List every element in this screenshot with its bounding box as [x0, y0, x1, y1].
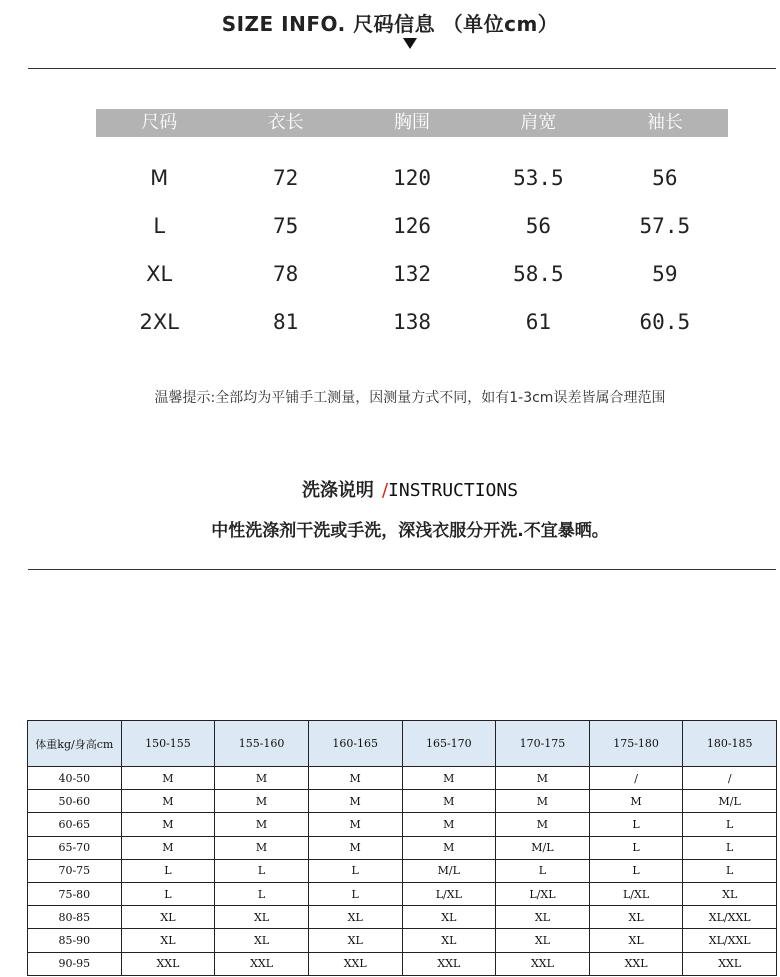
size-cell: XL — [146, 262, 173, 286]
size-recommendation-cell: M — [402, 836, 496, 859]
table-row — [28, 952, 777, 975]
size-cell: 132 — [393, 262, 431, 286]
weight-cell: 75-80 — [28, 882, 122, 905]
size-cell: 61 — [525, 310, 552, 334]
instructions-text: 中性洗涤剂干洗或手洗，深浅衣服分开洗.不宜暴晒。 — [211, 521, 609, 541]
col-sleeve: 袖长 — [646, 112, 683, 133]
col-shoulder: 肩宽 — [520, 112, 557, 133]
table-row — [28, 929, 777, 952]
size-recommendation-cell: XXL — [589, 952, 683, 975]
height-col: 170-175 — [496, 721, 590, 767]
size-recommendation-cell: M/L — [496, 836, 590, 859]
size-cell: 56 — [652, 166, 678, 190]
table-row — [28, 882, 777, 905]
col-length: 衣长 — [267, 112, 304, 133]
size-recommendation-cell: XL/XXL — [683, 906, 777, 929]
size-recommendation-cell: M — [121, 813, 215, 836]
size-table-header — [96, 109, 728, 137]
size-recommendation-cell: L — [121, 882, 215, 905]
size-recommendation-cell: XL — [496, 929, 590, 952]
size-recommendation-cell: L — [683, 859, 777, 882]
size-cell: 53.5 — [513, 166, 564, 190]
size-recommendation-cell: M — [215, 790, 309, 813]
weight-table-header — [28, 721, 777, 767]
instructions-slash: / — [381, 480, 389, 501]
size-recommendation-cell: XL — [121, 906, 215, 929]
size-info-title: SIZE INFO. 尺码信息 （单位cm） — [221, 12, 559, 36]
height-col: 160-165 — [308, 721, 402, 767]
size-cell: M — [150, 166, 169, 190]
table-row — [28, 790, 777, 813]
size-recommendation-cell: M — [496, 790, 590, 813]
size-cell: 58.5 — [513, 262, 564, 286]
size-recommendation-cell: M — [121, 767, 215, 790]
size-recommendation-cell: M — [496, 813, 590, 836]
weight-table-body — [28, 767, 777, 976]
table-row — [28, 836, 777, 859]
size-cell: 138 — [393, 310, 431, 334]
instructions-title — [0, 476, 780, 502]
size-recommendation-cell: XXL — [308, 952, 402, 975]
size-cell: 57.5 — [639, 214, 691, 238]
size-recommendation-cell: XL — [308, 929, 402, 952]
size-recommendation-cell: XL — [402, 906, 496, 929]
size-recommendation-cell: L — [121, 859, 215, 882]
table-row — [28, 859, 777, 882]
size-recommendation-cell: M — [308, 790, 402, 813]
size-recommendation-cell: XL — [589, 929, 683, 952]
size-recommendation-cell: M — [308, 836, 402, 859]
height-col: 180-185 — [683, 721, 777, 767]
size-recommendation-cell: / — [589, 767, 683, 790]
size-recommendation-cell: M — [402, 813, 496, 836]
size-recommendation-cell: L — [308, 859, 402, 882]
height-col: 155-160 — [215, 721, 309, 767]
size-recommendation-cell: L — [589, 836, 683, 859]
weight-cell: 40-50 — [28, 767, 122, 790]
instructions-title-en: INSTRUCTIONS — [388, 480, 519, 501]
size-recommendation-cell: XL — [402, 929, 496, 952]
divider-middle — [28, 569, 776, 570]
weight-cell: 50-60 — [28, 790, 122, 813]
size-recommendation-cell: / — [683, 767, 777, 790]
col-size: 尺码 — [141, 112, 178, 133]
weight-cell: 85-90 — [28, 929, 122, 952]
size-recommendation-cell: XXL — [402, 952, 496, 975]
instructions-title-cn: 洗涤说明 — [301, 480, 374, 501]
size-cell: 126 — [393, 214, 431, 238]
size-recommendation-cell: L — [215, 859, 309, 882]
measurement-tip: 温馨提示:全部均为平铺手工测量，因测量方式不同，如有1-3cm误差皆属合理范围 — [154, 390, 666, 406]
size-recommendation-cell: XL/XXL — [683, 929, 777, 952]
size-recommendation-cell: XL — [215, 929, 309, 952]
size-cell: 81 — [272, 310, 299, 334]
size-recommendation-cell: XXL — [215, 952, 309, 975]
weight-cell: 90-95 — [28, 952, 122, 975]
corner-cell: 体重kg/身高cm — [28, 721, 122, 767]
size-table-body — [96, 154, 728, 346]
size-recommendation-cell: XXL — [121, 952, 215, 975]
size-cell: 120 — [393, 166, 431, 190]
size-recommendation-cell: XL — [308, 906, 402, 929]
size-cell: 60.5 — [639, 310, 691, 334]
size-recommendation-cell: XL — [589, 906, 683, 929]
divider-top — [28, 68, 776, 69]
size-recommendation-cell: L/XL — [589, 882, 683, 905]
size-recommendation-cell: L — [589, 813, 683, 836]
size-cell: L — [153, 214, 166, 238]
size-cell: 59 — [652, 262, 678, 286]
size-recommendation-cell: L — [589, 859, 683, 882]
size-recommendation-cell: L — [496, 859, 590, 882]
size-recommendation-cell: L — [683, 836, 777, 859]
size-recommendation-cell: L — [215, 882, 309, 905]
size-recommendation-cell: XXL — [683, 952, 777, 975]
weight-cell: 70-75 — [28, 859, 122, 882]
size-recommendation-cell: L/XL — [402, 882, 496, 905]
size-recommendation-cell: M — [496, 767, 590, 790]
size-recommendation-cell: L/XL — [496, 882, 590, 905]
height-col: 175-180 — [589, 721, 683, 767]
height-col: 165-170 — [402, 721, 496, 767]
weight-cell: 60-65 — [28, 813, 122, 836]
size-row — [96, 154, 728, 202]
size-recommendation-cell: XL — [683, 882, 777, 905]
size-cell: 75 — [272, 214, 299, 238]
size-recommendation-cell: M — [308, 767, 402, 790]
size-recommendation-cell: M/L — [402, 859, 496, 882]
size-recommendation-cell: XL — [215, 906, 309, 929]
weight-cell: 80-85 — [28, 906, 122, 929]
size-cell: 78 — [272, 262, 299, 286]
size-cell: 72 — [272, 166, 299, 190]
size-recommendation-cell: L — [308, 882, 402, 905]
size-recommendation-cell: XXL — [496, 952, 590, 975]
size-recommendation-cell: M — [215, 767, 309, 790]
height-col: 150-155 — [121, 721, 215, 767]
table-row — [28, 813, 777, 836]
weight-cell: 65-70 — [28, 836, 122, 859]
size-row — [96, 202, 728, 250]
size-recommendation-cell: M — [121, 790, 215, 813]
size-recommendation-cell: M/L — [683, 790, 777, 813]
size-cell: 2XL — [139, 310, 179, 334]
size-recommendation-cell: XL — [121, 929, 215, 952]
size-recommendation-cell: XL — [496, 906, 590, 929]
size-recommendation-cell: M — [402, 790, 496, 813]
size-recommendation-cell: M — [308, 813, 402, 836]
size-recommendation-cell: M — [215, 813, 309, 836]
size-recommendation-cell: L — [683, 813, 777, 836]
size-recommendation-cell: M — [215, 836, 309, 859]
size-row — [96, 298, 728, 346]
size-recommendation-cell: M — [589, 790, 683, 813]
table-row — [28, 906, 777, 929]
down-arrow-icon — [403, 38, 417, 49]
table-row — [28, 767, 777, 790]
size-cell: 56 — [525, 214, 552, 238]
weight-height-table — [27, 720, 777, 976]
size-recommendation-cell: M — [402, 767, 496, 790]
size-row — [96, 250, 728, 298]
size-recommendation-cell: M — [121, 836, 215, 859]
col-chest: 胸围 — [394, 112, 431, 133]
